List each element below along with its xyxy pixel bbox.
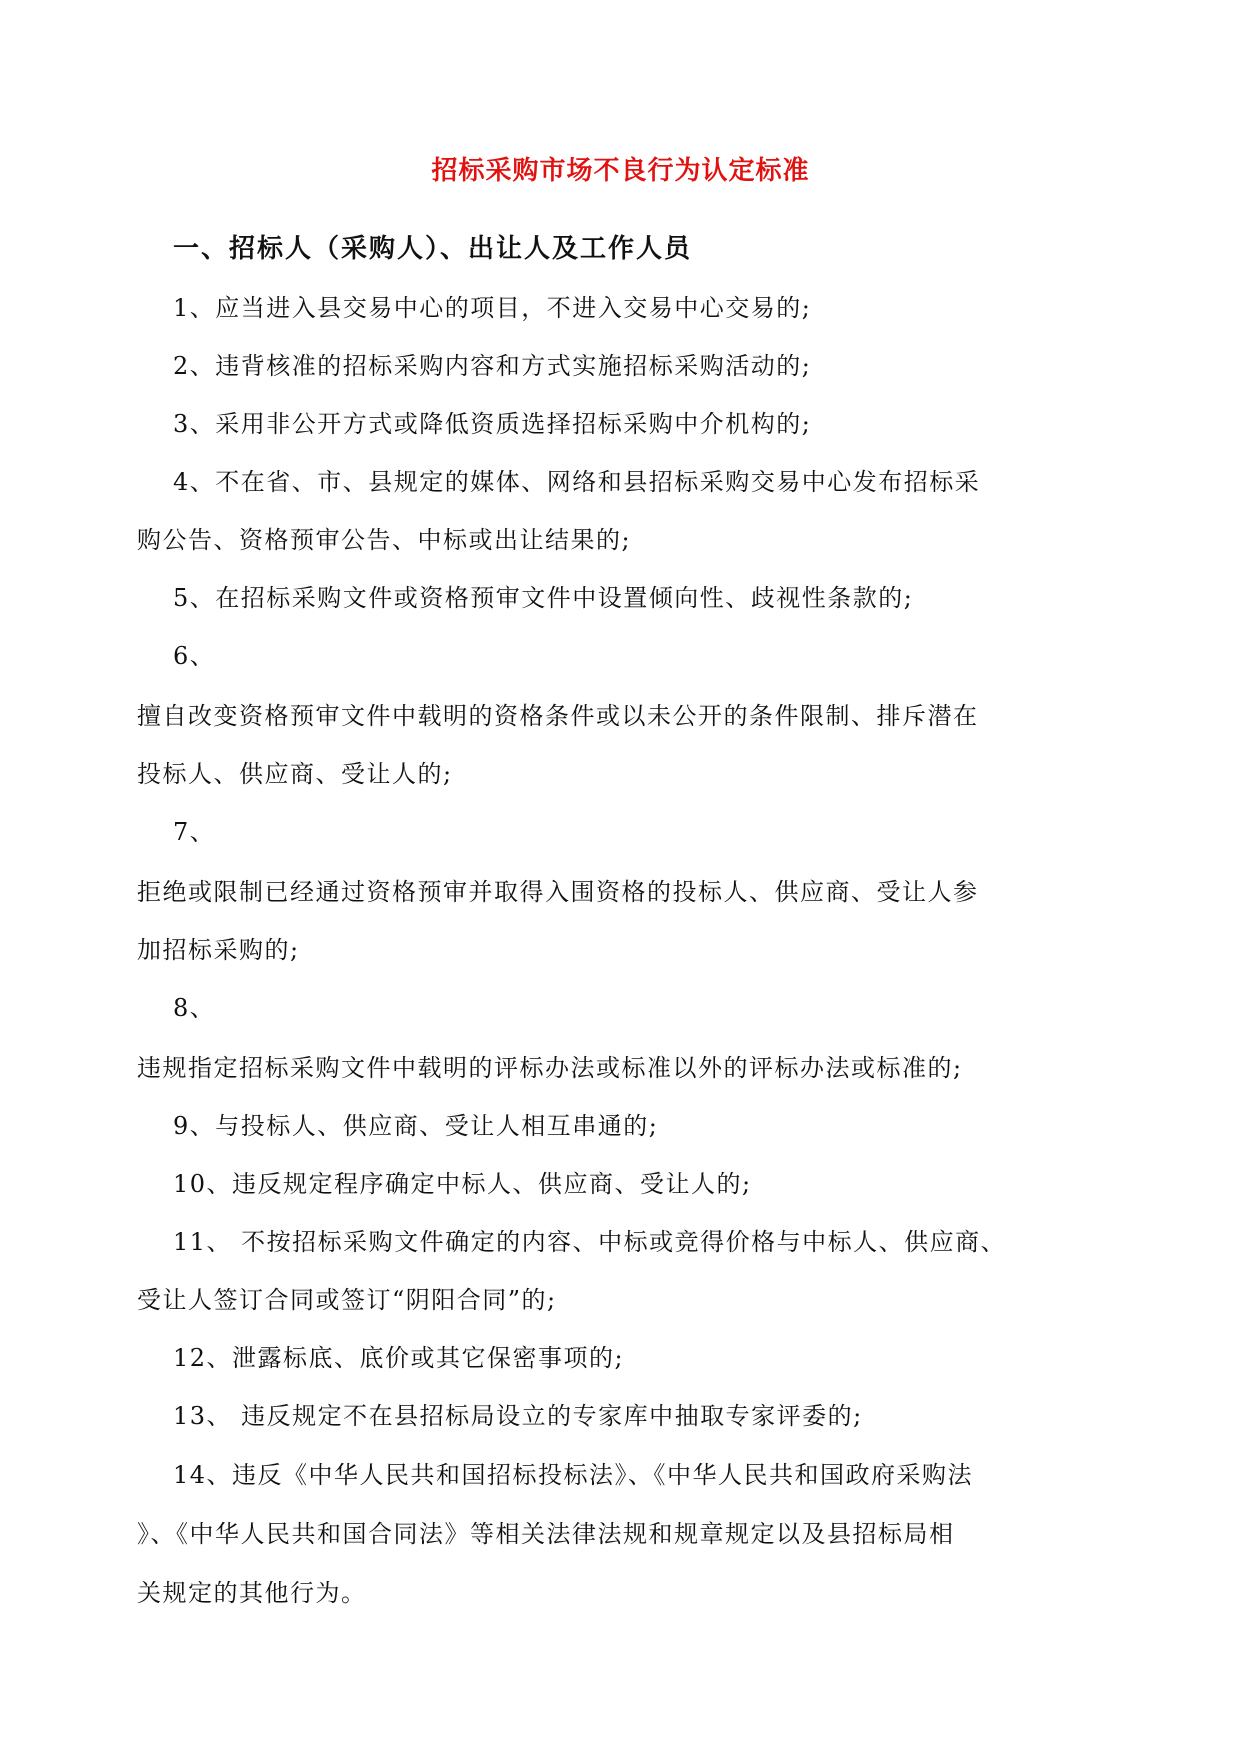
clause-line: 12、泄露标底、底价或其它保密事项的; [173,1344,625,1372]
clause-line: 擅自改变资格预审文件中载明的资格条件或以未公开的条件限制、排斥潜在 [137,702,979,730]
clause-line: 违规指定招标采购文件中载明的评标办法或标准以外的评标办法或标准的; [137,1054,963,1082]
clause-line: 13、 违反规定不在县招标局设立的专家库中抽取专家评委的; [173,1402,863,1430]
clause-line: 4、不在省、市、县规定的媒体、网络和县招标采购交易中心发布招标采 [173,468,981,496]
clause-line: 受让人签订合同或签订“阴阳合同”的; [137,1286,557,1314]
clause-line: 1、应当进入县交易中心的项目，不进入交易中心交易的; [173,294,812,322]
clause-line: 购公告、资格预审公告、中标或出让结果的; [137,526,632,554]
clause-line: 2、违背核准的招标采购内容和方式实施招标采购活动的; [173,352,812,380]
clause-line: 10、违反规定程序确定中标人、供应商、受让人的; [173,1170,752,1198]
clause-line: 9、与投标人、供应商、受让人相互串通的; [173,1112,659,1140]
clause-line: 7、 [173,818,216,846]
clause-line: 》、《中华人民共和国合同法》等相关法律法规和规章规定以及县招标局相 [137,1520,955,1548]
clause-line: 14、违反《中华人民共和国招标投标法》、《中华人民共和国政府采购法 [173,1461,974,1489]
clause-line: 加招标采购的; [137,936,300,964]
clause-line: 5、在招标采购文件或资格预审文件中设置倾向性、歧视性条款的; [173,584,914,612]
clause-line: 关规定的其他行为。 [137,1579,367,1607]
clause-line: 拒绝或限制已经通过资格预审并取得入围资格的投标人、供应商、受让人参 [137,878,979,906]
clause-line: 6、 [173,642,216,670]
clause-line: 投标人、供应商、受让人的; [137,760,453,788]
clause-line: 3、采用非公开方式或降低资质选择招标采购中介机构的; [173,410,812,438]
clause-line: 8、 [173,994,216,1022]
section-heading: 一、招标人（采购人）、出让人及工作人员 [173,234,693,264]
document-title: 招标采购市场不良行为认定标准 [431,156,810,186]
clause-line: 11、 不按招标采购文件确定的内容、中标或竞得价格与中标人、供应商、 [173,1228,1007,1256]
